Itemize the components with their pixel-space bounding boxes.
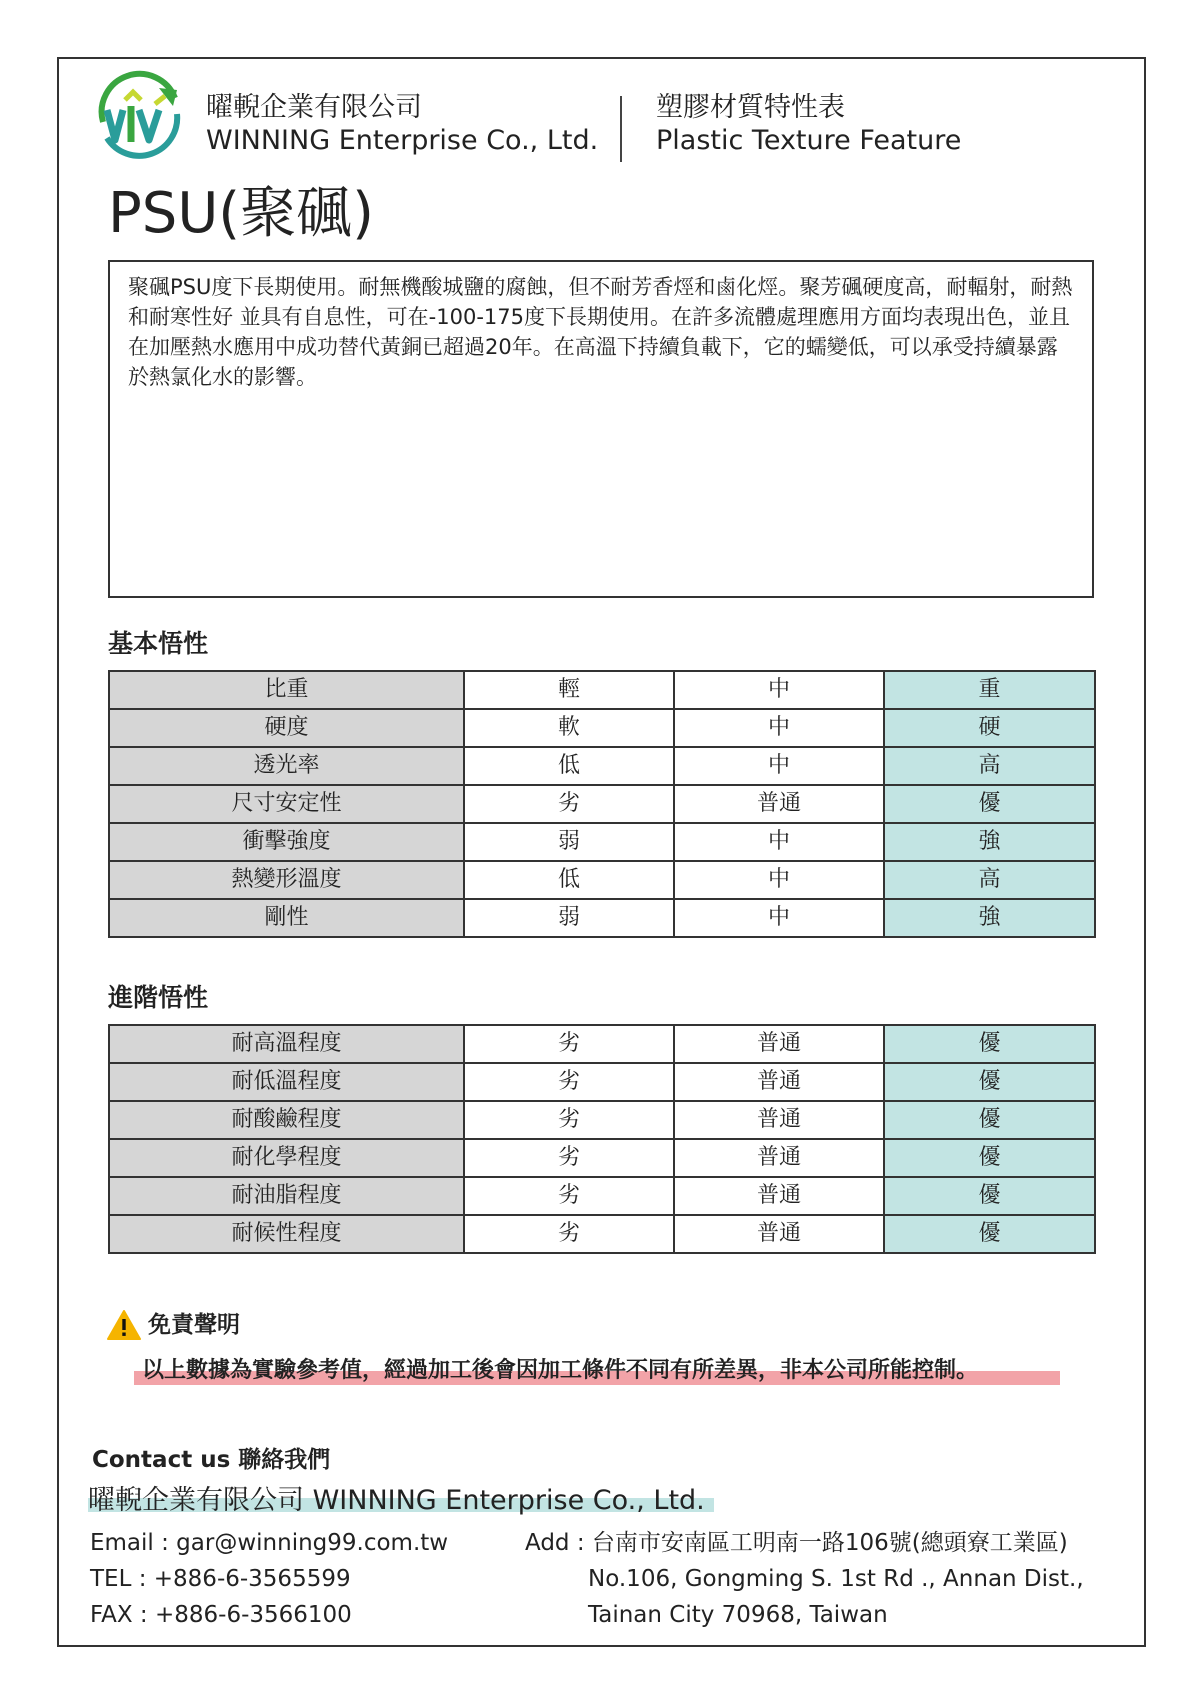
level-low: 劣 (464, 1139, 674, 1177)
description-box (108, 260, 1094, 598)
level-mid: 中 (674, 747, 884, 785)
level-mid: 中 (674, 861, 884, 899)
table-row (109, 1025, 1095, 1063)
material-title: PSU(聚碸) (108, 181, 374, 246)
level-mid: 中 (674, 671, 884, 709)
table-row (109, 1139, 1095, 1177)
level-high: 優 (884, 1063, 1095, 1101)
table-row (109, 785, 1095, 823)
level-mid: 普通 (674, 1177, 884, 1215)
row-label: 耐高溫程度 (109, 1025, 464, 1063)
level-high: 高 (884, 747, 1095, 785)
level-mid: 普通 (674, 1101, 884, 1139)
contact-address-zh (525, 1528, 1068, 1558)
level-low: 低 (464, 861, 674, 899)
level-high: 優 (884, 1101, 1095, 1139)
level-low: 劣 (464, 1177, 674, 1215)
company-name-zh: 曜輗企業有限公司 (206, 92, 422, 123)
level-mid: 中 (674, 823, 884, 861)
table-row (109, 823, 1095, 861)
level-mid: 普通 (674, 1063, 884, 1101)
table-row (109, 1101, 1095, 1139)
contact-address-en-line2: Tainan City 70968, Taiwan (588, 1602, 888, 1628)
disclaimer-title: 免責聲明 (148, 1312, 240, 1338)
level-high: 優 (884, 1215, 1095, 1253)
level-mid: 中 (674, 899, 884, 937)
contact-fax: FAX : +886-6-3566100 (90, 1602, 352, 1628)
level-low: 劣 (464, 785, 674, 823)
table-row (109, 1063, 1095, 1101)
row-label: 熱變形溫度 (109, 861, 464, 899)
table-row (109, 709, 1095, 747)
warning-icon (106, 1309, 142, 1341)
document-title-zh: 塑膠材質特性表 (656, 92, 845, 123)
level-low: 弱 (464, 899, 674, 937)
level-high: 強 (884, 899, 1095, 937)
level-low: 軟 (464, 709, 674, 747)
level-high: 優 (884, 1177, 1095, 1215)
level-high: 強 (884, 823, 1095, 861)
level-low: 劣 (464, 1025, 674, 1063)
level-low: 劣 (464, 1063, 674, 1101)
table-row (109, 671, 1095, 709)
row-label: 耐酸鹼程度 (109, 1101, 464, 1139)
table-row (109, 747, 1095, 785)
level-mid: 普通 (674, 1025, 884, 1063)
table-row (109, 861, 1095, 899)
row-label: 耐候性程度 (109, 1215, 464, 1253)
level-low: 弱 (464, 823, 674, 861)
row-label: 耐低溫程度 (109, 1063, 464, 1101)
company-name-en: WINNING Enterprise Co., Ltd. (206, 125, 599, 156)
advanced-properties-title: 進階悟性 (108, 983, 209, 1012)
company-logo-icon (93, 70, 187, 164)
table-row (109, 899, 1095, 937)
basic-properties-table (108, 670, 1096, 938)
row-label: 衝擊強度 (109, 823, 464, 861)
level-low: 低 (464, 747, 674, 785)
row-label: 比重 (109, 671, 464, 709)
contact-company: 曜輗企業有限公司 WINNING Enterprise Co., Ltd. (88, 1485, 705, 1516)
table-row (109, 1215, 1095, 1253)
contact-tel: TEL : +886-6-3565599 (90, 1566, 351, 1592)
document-title-en: Plastic Texture Feature (656, 125, 962, 156)
level-high: 高 (884, 861, 1095, 899)
level-high: 硬 (884, 709, 1095, 747)
disclaimer-text: 以上數據為實驗參考值，經過加工後會因加工條件不同有所差異，非本公司所能控制。 (142, 1358, 979, 1383)
basic-properties-title: 基本悟性 (108, 629, 209, 658)
table-row (109, 1177, 1095, 1215)
row-label: 剛性 (109, 899, 464, 937)
row-label: 耐油脂程度 (109, 1177, 464, 1215)
row-label: 耐化學程度 (109, 1139, 464, 1177)
address-zh-text: 台南市安南區工明南一路106號(總頭寮工業區) (591, 1530, 1068, 1556)
level-low: 劣 (464, 1101, 674, 1139)
level-mid: 普通 (674, 785, 884, 823)
row-label: 尺寸安定性 (109, 785, 464, 823)
header-divider (620, 96, 622, 162)
address-label: Add : (525, 1530, 592, 1556)
level-high: 優 (884, 1025, 1095, 1063)
row-label: 硬度 (109, 709, 464, 747)
level-high: 重 (884, 671, 1095, 709)
level-mid: 普通 (674, 1139, 884, 1177)
level-high: 優 (884, 785, 1095, 823)
level-mid: 普通 (674, 1215, 884, 1253)
contact-title: Contact us 聯絡我們 (92, 1447, 331, 1473)
contact-address-en-line1: No.106, Gongming S. 1st Rd ., Annan Dist., (588, 1566, 1084, 1592)
row-label: 透光率 (109, 747, 464, 785)
description-text: 聚碸PSU度下長期使用。耐無機酸城鹽的腐蝕，但不耐芳香烴和鹵化烴。聚芳碸硬度高，耐輻射，耐熱和耐寒性好 並具有自息性，可在-100-175度下長期使用。在許多流體處理應用方面均表現出色，並且在加壓熱水應用中成功替代黃銅已超過20年。在高溫下持續負載下，它的蠕變低，可以承受持續暴露於熱氯化水的影響。 (128, 275, 1073, 389)
contact-email: Email : gar@winning99.com.tw (90, 1530, 449, 1556)
level-low: 劣 (464, 1215, 674, 1253)
level-low: 輕 (464, 671, 674, 709)
level-high: 優 (884, 1139, 1095, 1177)
advanced-properties-table (108, 1024, 1096, 1254)
level-mid: 中 (674, 709, 884, 747)
